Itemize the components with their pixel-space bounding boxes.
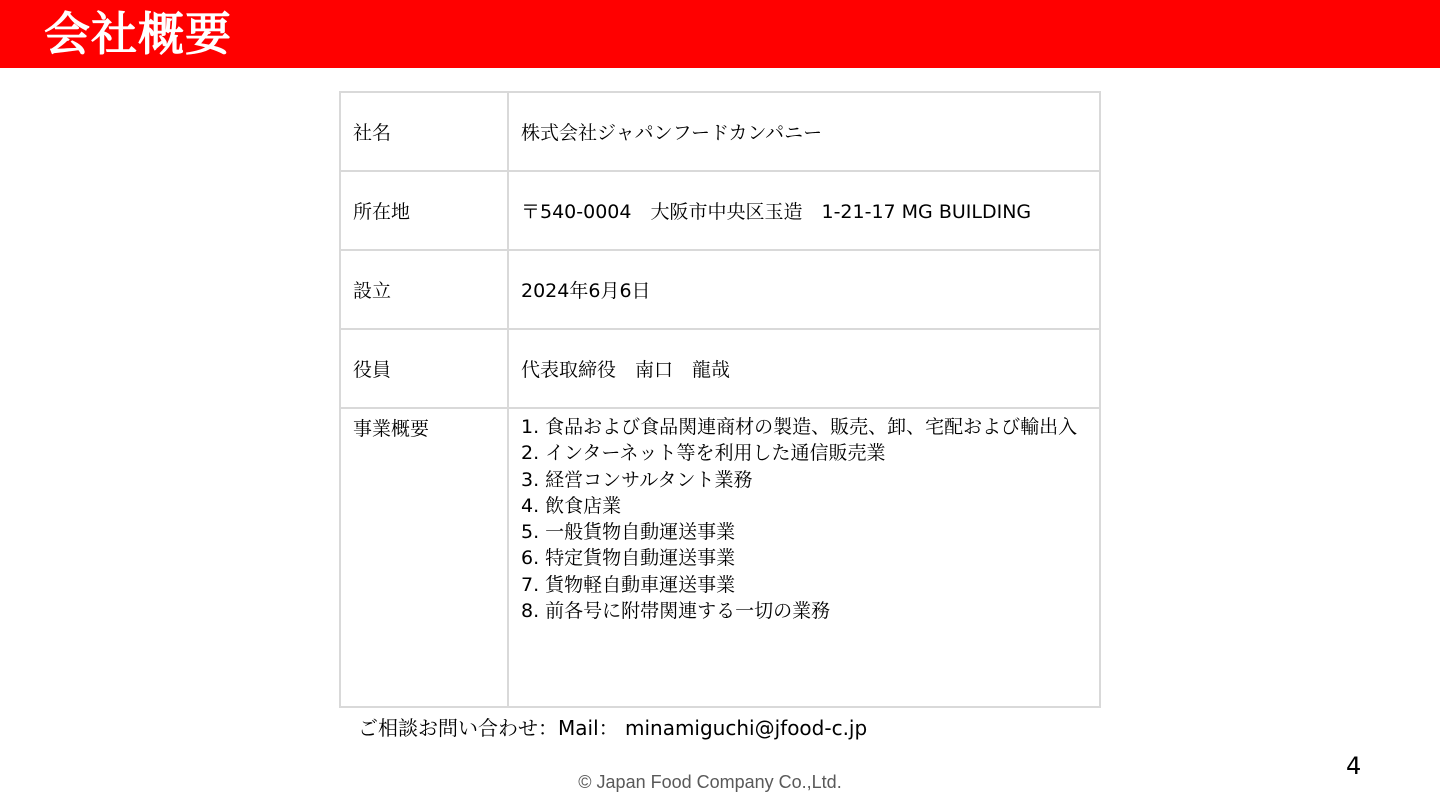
list-item: 3. 経営コンサルタント業務 [521,468,753,491]
table-row-business [340,408,1100,707]
business-label: 事業概要 [340,408,508,707]
officers-label: 役員 [340,329,508,408]
header-bar [0,0,1440,68]
table-row-officers [340,329,1100,408]
address-value: 〒540-0004 大阪市中央区玉造 1-21-17 MG BUILDING [508,171,1100,250]
established-label: 設立 [340,250,508,329]
copyright-text: © Japan Food Company Co.,Ltd. [578,772,842,792]
table-row-established [340,250,1100,329]
company-name-value: 株式会社ジャパンフードカンパニー [508,92,1100,171]
officers-value: 代表取締役 南口 龍哉 [508,329,1100,408]
page-number: 4 [1346,752,1362,780]
contact-line: ご相談お問い合わせ：Mail： minamiguchi@jfood-c.jp [358,716,868,740]
business-value [508,408,1100,707]
list-item: 5. 一般貨物自動運送事業 [521,521,736,544]
address-label: 所在地 [340,171,508,250]
table-row-address [340,171,1100,250]
list-item: 8. 前各号に附帯関連する一切の業務 [521,600,831,623]
page-title: 会社概要 [44,7,232,61]
company-profile-table [339,91,1101,708]
list-item: 4. 飲食店業 [521,494,622,517]
list-item: 7. 貨物軽自動車運送事業 [521,573,736,596]
established-value: 2024年6月6日 [508,250,1100,329]
business-list [521,414,1087,624]
list-item: 2. インターネット等を利用した通信販売業 [521,442,886,465]
list-item: 1. 食品および食品関連商材の製造、販売、卸、宅配および輸出入 [521,416,1078,438]
company-name-label: 社名 [340,92,508,171]
list-item: 6. 特定貨物自動運送事業 [521,547,736,570]
table-row-company-name [340,92,1100,171]
